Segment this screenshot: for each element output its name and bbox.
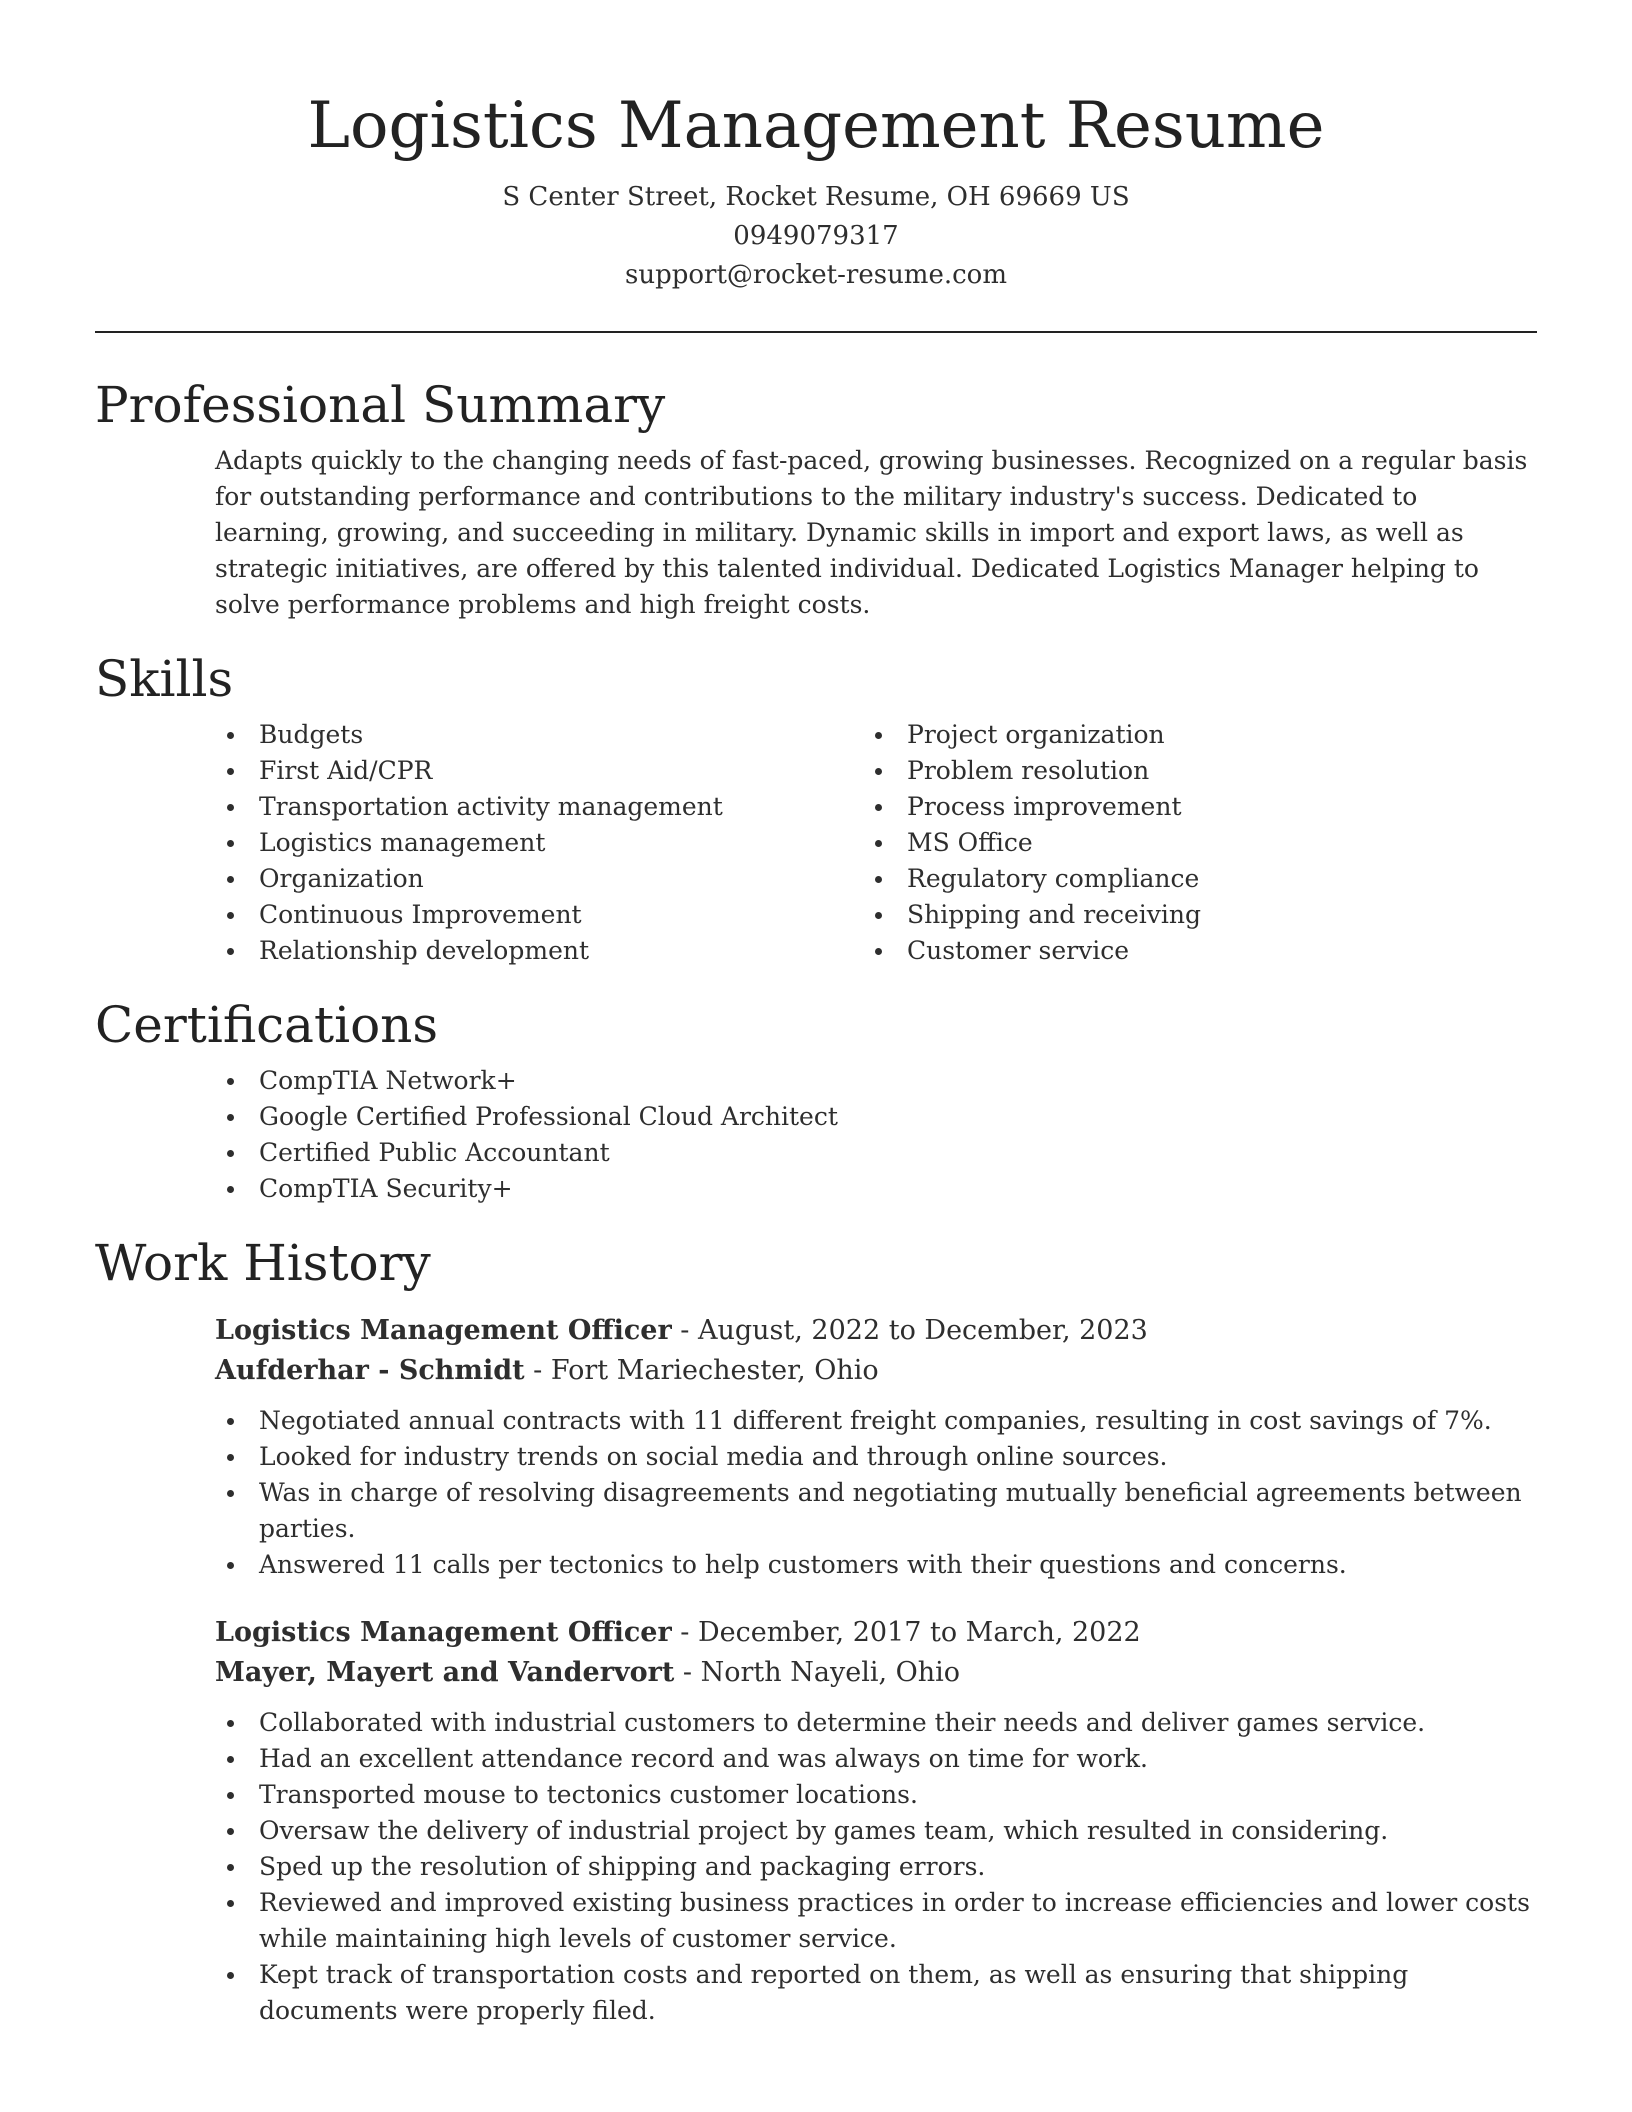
job-separator: - bbox=[674, 1657, 701, 1688]
header-divider bbox=[95, 331, 1537, 333]
section-heading-certifications: Certifications bbox=[95, 996, 439, 1054]
contact-block bbox=[95, 178, 1537, 295]
skill-item: Customer service bbox=[863, 933, 1511, 969]
skill-item: Shipping and receiving bbox=[863, 897, 1511, 933]
certification-item: Certified Public Accountant bbox=[215, 1135, 1537, 1171]
job-bullet: Transported mouse to tectonics customer locations. bbox=[215, 1777, 1537, 1813]
skill-item: Logistics management bbox=[215, 825, 863, 861]
skill-item: Problem resolution bbox=[863, 753, 1511, 789]
job-location: North Nayeli, Ohio bbox=[700, 1657, 961, 1688]
job-bullet: Sped up the resolution of shipping and packaging errors. bbox=[215, 1849, 1537, 1885]
skill-item: Regulatory compliance bbox=[863, 861, 1511, 897]
skills-list bbox=[215, 717, 1537, 969]
certification-item: CompTIA Security+ bbox=[215, 1171, 1537, 1207]
skill-item: Transportation activity management bbox=[215, 789, 863, 825]
job-dates: December, 2017 to March, 2022 bbox=[698, 1617, 1141, 1648]
skill-item: Organization bbox=[215, 861, 863, 897]
summary-text: Adapts quickly to the changing needs of fast-paced, growing businesses. Recognized on a regular basis for outstanding performance and contributions to the military industry's success. Dedicated to learning, growing, and succeeding in military. Dynamic skills in import and export laws, as well as strategic initiatives, are offered by this talented individual. Dedicated Logistics Manager helping to solve performance problems and high freight costs. bbox=[215, 446, 1528, 619]
job-bullet: Answered 11 calls per tectonics to help customers with their questions and concerns. bbox=[215, 1547, 1537, 1583]
section-heading-work-history: Work History bbox=[95, 1234, 431, 1292]
certifications-list bbox=[215, 1063, 1537, 1207]
job-bullet-list bbox=[215, 1403, 1537, 1583]
job-title: Logistics Management Officer bbox=[215, 1315, 672, 1346]
job-bullet-list bbox=[215, 1705, 1537, 2029]
section-heading-summary: Professional Summary bbox=[95, 376, 666, 434]
job-separator: - bbox=[524, 1355, 551, 1386]
section-heading-skills: Skills bbox=[95, 650, 234, 708]
skill-item: First Aid/CPR bbox=[215, 753, 863, 789]
job-title-line bbox=[215, 1311, 1537, 1351]
job-location: Fort Mariechester, Ohio bbox=[550, 1355, 879, 1386]
job-bullet: Collaborated with industrial customers to determine their needs and deliver games service. bbox=[215, 1705, 1537, 1741]
job-entry bbox=[215, 1311, 1537, 1583]
contact-email: support@rocket-resume.com bbox=[624, 260, 1007, 290]
job-bullet: Oversaw the delivery of industrial project by games team, which resulted in considering. bbox=[215, 1813, 1537, 1849]
certification-item: CompTIA Network+ bbox=[215, 1063, 1537, 1099]
job-bullet: Reviewed and improved existing business practices in order to increase efficiencies and lower costs while maintaining high levels of customer service. bbox=[215, 1885, 1537, 1957]
skill-item: Project organization bbox=[863, 717, 1511, 753]
job-entry bbox=[215, 1613, 1537, 2029]
job-company: Aufderhar - Schmidt bbox=[215, 1355, 525, 1386]
job-title: Logistics Management Officer bbox=[215, 1617, 672, 1648]
resume-title: Logistics Management Resume bbox=[307, 89, 1325, 163]
job-company: Mayer, Mayert and Vandervort bbox=[215, 1657, 675, 1688]
skills-column-right bbox=[863, 717, 1511, 969]
job-company-line bbox=[215, 1351, 1537, 1391]
job-separator: - bbox=[671, 1315, 698, 1346]
skill-item: MS Office bbox=[863, 825, 1511, 861]
skill-item: Budgets bbox=[215, 717, 863, 753]
job-bullet: Had an excellent attendance record and was always on time for work. bbox=[215, 1741, 1537, 1777]
certification-item: Google Certified Professional Cloud Architect bbox=[215, 1099, 1537, 1135]
job-dates: August, 2022 to December, 2023 bbox=[698, 1315, 1148, 1346]
contact-address: S Center Street, Rocket Resume, OH 69669 US bbox=[502, 182, 1130, 212]
job-bullet: Looked for industry trends on social media and through online sources. bbox=[215, 1439, 1537, 1475]
job-title-line bbox=[215, 1613, 1537, 1653]
job-bullet: Kept track of transportation costs and reported on them, as well as ensuring that shipping documents were properly filed. bbox=[215, 1957, 1537, 2029]
contact-phone: 0949079317 bbox=[733, 221, 899, 251]
job-bullet: Negotiated annual contracts with 11 different freight companies, resulting in cost savings of 7%. bbox=[215, 1403, 1537, 1439]
skills-column-left bbox=[215, 717, 863, 969]
skill-item: Continuous Improvement bbox=[215, 897, 863, 933]
job-company-line bbox=[215, 1653, 1537, 1693]
job-bullet: Was in charge of resolving disagreements and negotiating mutually beneficial agreements between parties. bbox=[215, 1475, 1537, 1547]
job-separator: - bbox=[671, 1617, 698, 1648]
skill-item: Relationship development bbox=[215, 933, 863, 969]
skill-item: Process improvement bbox=[863, 789, 1511, 825]
